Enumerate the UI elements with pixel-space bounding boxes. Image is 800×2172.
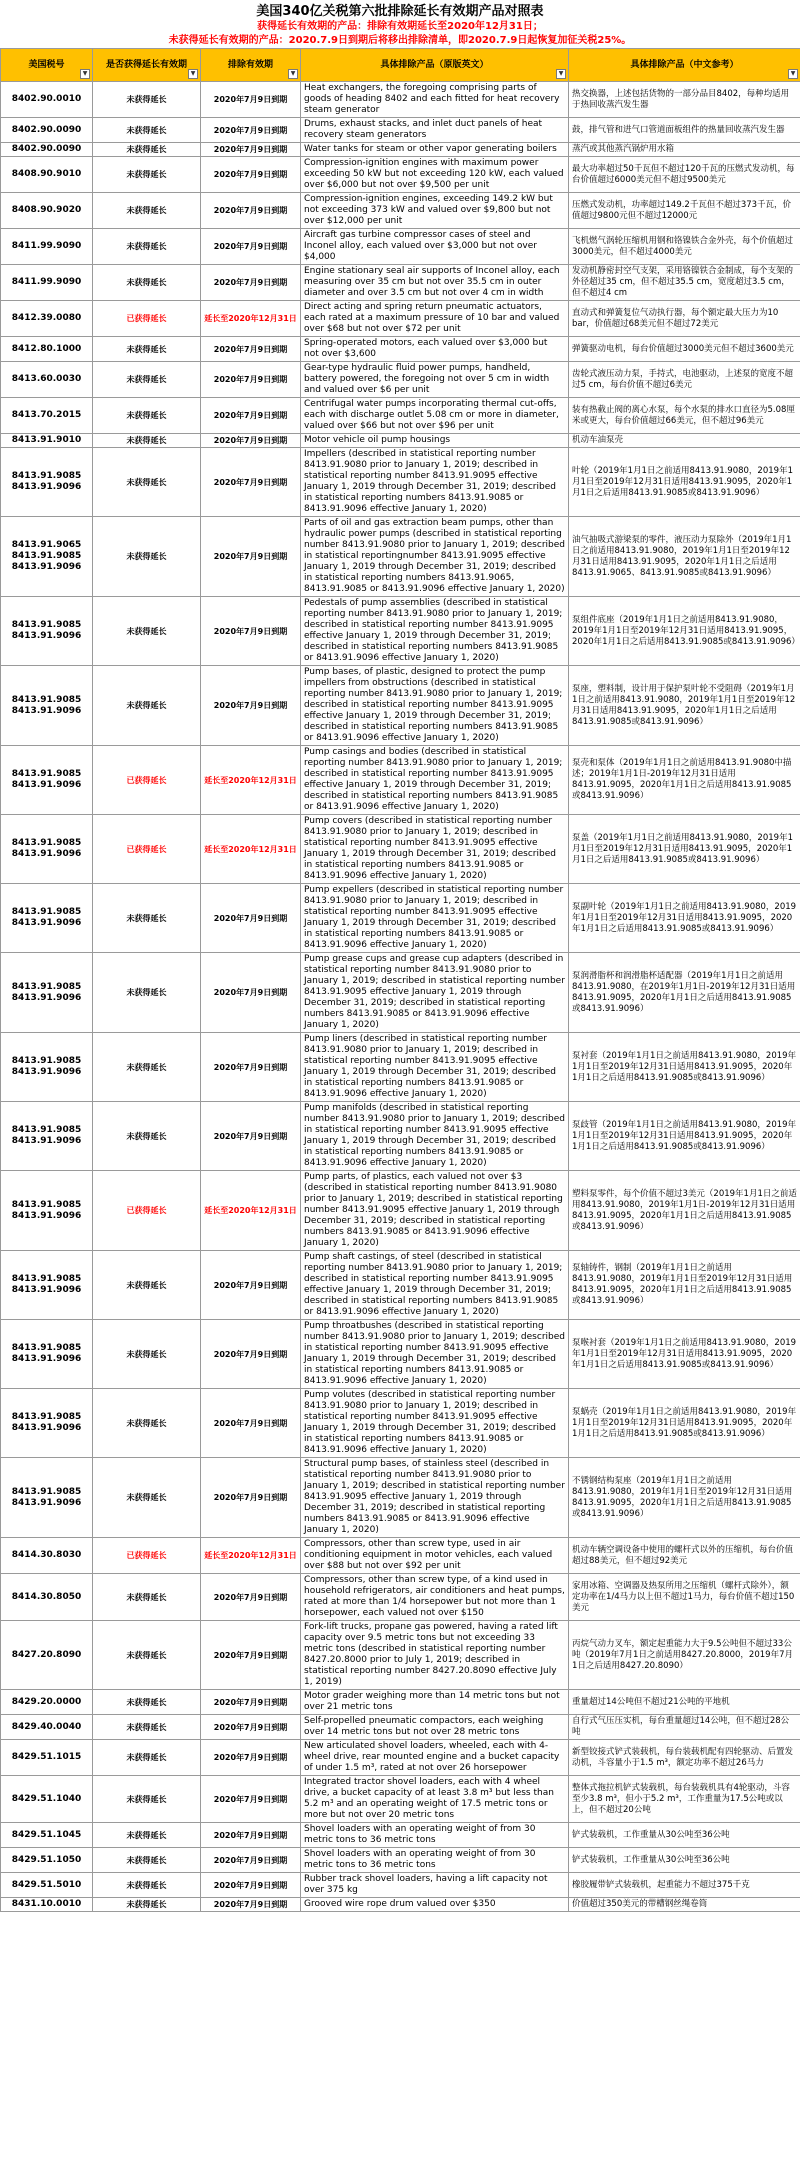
exclusion-table — [0, 48, 800, 1912]
english-description-cell: Impellers (described in statistical reporting number 8413.91.9080 prior to January 1, 2019; described in statistical reporting number 8413.91.9095 effective January 1, 2019 through December 31, 2019; described in statistical reporting numbers 8413.91.9085 or 8413.91.9096 effective January 1, 2020) — [301, 448, 569, 517]
table-row — [1, 301, 800, 337]
english-description-cell: Drums, exhaust stacks, and inlet duct panels of heat recovery steam generators — [301, 118, 569, 143]
english-description-cell: Spring-operated motors, each valued over $3,000 but not over $3,600 — [301, 337, 569, 362]
column-header-chinese[interactable] — [569, 49, 800, 82]
english-description-cell: Centrifugal water pumps incorporating thermal cut-offs, each with discharge outlet 5.08 cm or more in diameter, valued over $66 but not over $96 per unit — [301, 398, 569, 434]
filter-dropdown-icon[interactable]: ▼ — [80, 69, 90, 79]
english-description-cell: Shovel loaders with an operating weight of from 30 metric tons to 36 metric tons — [301, 1848, 569, 1873]
chinese-description-cell: 塑料泵零件，每个价值不超过3美元（2019年1月1日之前适用8413.91.9080，2019年1月1日-2019年12月31日适用8413.91.9095，2020年1月1日之后适用8413.91.9085或8413.91.9096） — [569, 1171, 800, 1251]
chinese-description-cell: 飞机燃气涡轮压缩机用钢和铬镍铁合金外壳，每个价值超过3000美元，但不超过4000美元 — [569, 229, 800, 265]
chinese-description-cell: 最大功率超过50千瓦但不超过120千瓦的压燃式发动机，每台价值超过6000美元但不超过9500美元 — [569, 157, 800, 193]
chinese-description-cell: 泵壳和泵体（2019年1月1日之前适用8413.91.9080中描述；2019年1月1日-2019年12月31日适用8413.91.9095，2020年1月1日之后适用8413.91.9085或8413.91.9096） — [569, 746, 800, 815]
expiry-cell: 延长至2020年12月31日 — [201, 746, 301, 815]
table-row — [1, 815, 800, 884]
not-extended-note: 未获得延长有效期的产品：2020.7.9日到期后将移出排除清单，即2020.7.9日起恢复加征关税25%。 — [168, 35, 632, 46]
column-header-label: 具体排除产品（中文参考） — [630, 59, 739, 70]
english-description-cell: Pump grease cups and grease cup adapters (described in statistical reporting number 8413.91.9080 prior to January 1, 2019; described in statistical reporting number 8413.91.9095 effective January 1, 2019 through December 31, 2019; described in statistical reporting numbers 8413.91.9085 or 8413.91.9096 effective January 1, 2020) — [301, 953, 569, 1033]
expiry-cell: 2020年7月9日到期 — [201, 1873, 301, 1898]
code-cell: 8413.91.9010 — [1, 434, 93, 448]
expiry-cell: 2020年7月9日到期 — [201, 1715, 301, 1740]
code-cell: 8431.10.0010 — [1, 1898, 93, 1912]
code-cell: 8429.40.0040 — [1, 1715, 93, 1740]
expiry-cell: 2020年7月9日到期 — [201, 1690, 301, 1715]
status-cell: 未获得延长 — [93, 1848, 201, 1873]
status-cell: 未获得延长 — [93, 1251, 201, 1320]
table-row — [1, 143, 800, 157]
code-cell: 8413.91.9085 8413.91.9096 — [1, 1458, 93, 1538]
english-description-cell: Pedestals of pump assemblies (described in statistical reporting number 8413.91.9080 prior to January 1, 2019; described in statistical reporting number 8413.91.9095 effective January 1, 2019 through December 31, 2019; described in statistical reporting numbers 8413.91.9085 or 8413.91.9096 effective January 1, 2020) — [301, 597, 569, 666]
status-cell: 未获得延长 — [93, 337, 201, 362]
english-description-cell: Shovel loaders with an operating weight of from 30 metric tons to 36 metric tons — [301, 1823, 569, 1848]
status-cell: 未获得延长 — [93, 1776, 201, 1823]
expiry-cell: 2020年7月9日到期 — [201, 157, 301, 193]
chinese-description-cell: 家用冰箱、空调器及热泵所用之压缩机（螺杆式除外），额定功率在1/4马力以上但不超过1马力，每台价值不超过150美元 — [569, 1574, 800, 1621]
status-cell: 未获得延长 — [93, 448, 201, 517]
code-cell: 8413.91.9085 8413.91.9096 — [1, 953, 93, 1033]
table-row — [1, 517, 800, 597]
column-header-status[interactable] — [93, 49, 201, 82]
status-cell: 未获得延长 — [93, 193, 201, 229]
status-cell: 已获得延长 — [93, 1538, 201, 1574]
status-cell: 已获得延长 — [93, 746, 201, 815]
chinese-description-cell: 铲式装载机，工作重量从30公吨至36公吨 — [569, 1848, 800, 1873]
table-row — [1, 1740, 800, 1776]
expiry-cell: 2020年7月9日到期 — [201, 1251, 301, 1320]
expiry-cell: 2020年7月9日到期 — [201, 1033, 301, 1102]
english-description-cell: Pump liners (described in statistical reporting number 8413.91.9080 prior to January 1, 2019; described in statistical reporting number 8413.91.9095 effective January 1, 2019 through December 31, 2019; described in statistical reporting numbers 8413.91.9085 or 8413.91.9096 effective January 1, 2020) — [301, 1033, 569, 1102]
chinese-description-cell: 弹簧驱动电机，每台价值超过3000美元但不超过3600美元 — [569, 337, 800, 362]
code-cell: 8427.20.8090 — [1, 1621, 93, 1690]
english-description-cell: Motor vehicle oil pump housings — [301, 434, 569, 448]
table-row — [1, 265, 800, 301]
table-row — [1, 1171, 800, 1251]
status-cell: 未获得延长 — [93, 398, 201, 434]
english-description-cell: Compressors, other than screw type, used in air conditioning equipment in motor vehicles, each valued over $88 but not over $92 per unit — [301, 1538, 569, 1574]
english-description-cell: Fork-lift trucks, propane gas powered, having a rated lift capacity over 9.5 metric tons but not exceeding 33 metric tons (described in statistical reporting number 8427.20.8000 prior to July 1, 2019; described in statistical reporting number 8427.20.8090 effective July 1, 2019) — [301, 1621, 569, 1690]
expiry-cell: 2020年7月9日到期 — [201, 398, 301, 434]
english-description-cell: Pump bases, of plastic, designed to protect the pump impellers from obstructions (described in statistical reporting number 8413.91.9080 prior to January 1, 2019; described in statistical reporting number 8413.91.9095 effective January 1, 2019 through December 31, 2019; described in statistical reporting numbers 8413.91.9085 or 8413.91.9096 effective January 1, 2020) — [301, 666, 569, 746]
code-cell: 8411.99.9090 — [1, 229, 93, 265]
status-cell: 未获得延长 — [93, 1102, 201, 1171]
table-row — [1, 597, 800, 666]
table-row — [1, 953, 800, 1033]
expiry-cell: 2020年7月9日到期 — [201, 1389, 301, 1458]
chinese-description-cell: 价值超过350美元的带槽钢丝绳卷筒 — [569, 1898, 800, 1912]
english-description-cell: Pump throatbushes (described in statistical reporting number 8413.91.9080 prior to January 1, 2019; described in statistical reporting number 8413.91.9095 effective January 1, 2019 through December 31, 2019; described in statistical reporting numbers 8413.91.9085 or 8413.91.9096 effective January 1, 2020) — [301, 1320, 569, 1389]
chinese-description-cell: 发动机静密封空气支架，采用铬镍铁合金制成，每个支架的外径超过35 cm，但不超过35.5 cm，宽度超过3.5 cm，但不超过4 cm — [569, 265, 800, 301]
chinese-description-cell: 丙烷气动力叉车，额定起重能力大于9.5公吨但不超过33公吨（2019年7月1日之前适用8427.20.8000，2019年7月1日之后适用8427.20.8090） — [569, 1621, 800, 1690]
table-row — [1, 434, 800, 448]
chinese-description-cell: 重量超过14公吨但不超过21公吨的平地机 — [569, 1690, 800, 1715]
column-header-label: 是否获得延长有效期 — [105, 59, 187, 70]
table-row — [1, 1823, 800, 1848]
code-cell: 8413.91.9085 8413.91.9096 — [1, 1102, 93, 1171]
code-cell: 8429.51.5010 — [1, 1873, 93, 1898]
chinese-description-cell: 不锈钢结构泵座（2019年1月1日之前适用8413.91.9080，2019年1月1日至2019年12月31日适用8413.91.9095，2020年1月1日之后适用8413.91.9085或8413.91.9096） — [569, 1458, 800, 1538]
expiry-cell: 2020年7月9日到期 — [201, 597, 301, 666]
expiry-cell: 2020年7月9日到期 — [201, 337, 301, 362]
chinese-description-cell: 泵盖（2019年1月1日之前适用8413.91.9080，2019年1月1日至2019年12月31日适用8413.91.9095，2020年1月1日之后适用8413.91.9085或8413.91.9096） — [569, 815, 800, 884]
chinese-description-cell: 机动车油泵壳 — [569, 434, 800, 448]
english-description-cell: Rubber track shovel loaders, having a lift capacity not over 375 kg — [301, 1873, 569, 1898]
table-row — [1, 1033, 800, 1102]
expiry-cell: 2020年7月9日到期 — [201, 1823, 301, 1848]
chinese-description-cell: 新型铰接式铲式装载机，每台装载机配有四轮驱动、后置发动机，斗容量小于1.5 m³，额定功率不超过26马力 — [569, 1740, 800, 1776]
status-cell: 未获得延长 — [93, 1458, 201, 1538]
table-row — [1, 1574, 800, 1621]
chinese-description-cell: 鼓，排气管和进气口管道面板组件的热量回收蒸汽发生器 — [569, 118, 800, 143]
filter-dropdown-icon[interactable]: ▼ — [188, 69, 198, 79]
code-cell: 8413.91.9085 8413.91.9096 — [1, 1251, 93, 1320]
expiry-cell: 2020年7月9日到期 — [201, 362, 301, 398]
status-cell: 未获得延长 — [93, 118, 201, 143]
code-cell: 8429.51.1050 — [1, 1848, 93, 1873]
english-description-cell: Compression-ignition engines, exceeding 149.2 kW but not exceeding 373 kW and valued over $9,800 but not over $12,000 per unit — [301, 193, 569, 229]
table-row — [1, 1621, 800, 1690]
expiry-cell: 延长至2020年12月31日 — [201, 815, 301, 884]
code-cell: 8408.90.9010 — [1, 157, 93, 193]
expiry-cell: 2020年7月9日到期 — [201, 953, 301, 1033]
table-row — [1, 118, 800, 143]
expiry-cell: 2020年7月9日到期 — [201, 666, 301, 746]
status-cell: 未获得延长 — [93, 1690, 201, 1715]
chinese-description-cell: 热交换器，上述包括货物的一部分品目8402，每种均适用于热回收蒸汽发生器 — [569, 82, 800, 118]
code-cell: 8413.91.9085 8413.91.9096 — [1, 1320, 93, 1389]
status-cell: 未获得延长 — [93, 1740, 201, 1776]
code-cell: 8413.91.9085 8413.91.9096 — [1, 884, 93, 953]
expiry-cell: 2020年7月9日到期 — [201, 1102, 301, 1171]
status-cell: 未获得延长 — [93, 884, 201, 953]
english-description-cell: Pump manifolds (described in statistical reporting number 8413.91.9080 prior to January 1, 2019; described in statistical reporting number 8413.91.9095 effective January 1, 2019 through December 31, 2019; described in statistical reporting numbers 8413.91.9085 or 8413.91.9096 effective January 1, 2020) — [301, 1102, 569, 1171]
english-description-cell: Aircraft gas turbine compressor cases of steel and Inconel alloy, each valued over $3,000 but not over $4,000 — [301, 229, 569, 265]
table-row — [1, 157, 800, 193]
expiry-cell: 2020年7月9日到期 — [201, 434, 301, 448]
english-description-cell: Compression-ignition engines with maximum power exceeding 50 kW but not exceeding 120 kW, each valued over $6,000 but not over $9,500 per unit — [301, 157, 569, 193]
code-cell: 8402.90.0090 — [1, 118, 93, 143]
expiry-cell: 2020年7月9日到期 — [201, 1740, 301, 1776]
code-cell: 8429.20.0000 — [1, 1690, 93, 1715]
table-row — [1, 337, 800, 362]
table-row — [1, 1389, 800, 1458]
table-row — [1, 1538, 800, 1574]
expiry-cell: 2020年7月9日到期 — [201, 143, 301, 157]
status-cell: 未获得延长 — [93, 434, 201, 448]
expiry-cell: 2020年7月9日到期 — [201, 448, 301, 517]
filter-dropdown-icon[interactable]: ▼ — [788, 69, 798, 79]
code-cell: 8413.91.9085 8413.91.9096 — [1, 1171, 93, 1251]
expiry-cell: 2020年7月9日到期 — [201, 884, 301, 953]
chinese-description-cell: 机动车辆空调设备中使用的螺杆式以外的压缩机，每台价值超过88美元，但不超过92美元 — [569, 1538, 800, 1574]
table-row — [1, 1458, 800, 1538]
english-description-cell: Pump volutes (described in statistical reporting number 8413.91.9080 prior to January 1, 2019; described in statistical reporting number 8413.91.9095 effective January 1, 2019 through December 31, 2019; described in statistical reporting numbers 8413.91.9085 or 8413.91.9096 effective January 1, 2020) — [301, 1389, 569, 1458]
chinese-description-cell: 泵副叶轮（2019年1月1日之前适用8413.91.9080，2019年1月1日至2019年12月31日适用8413.91.9095，2020年1月1日之后适用8413.91.9085或8413.91.9096） — [569, 884, 800, 953]
status-cell: 未获得延长 — [93, 1823, 201, 1848]
chinese-description-cell: 整体式拖拉机铲式装载机，每台装载机具有4轮驱动，斗容至少3.8 m³，但小于5.2 m³，工作重量为17.5公吨或以上，但不超过20公吨 — [569, 1776, 800, 1823]
chinese-description-cell: 泵润滑脂杯和润滑脂杯适配器（2019年1月1日之前适用8413.91.9080，在2019年1月1日-2019年12月31日适用8413.91.9095，2020年1月1日之后适用8413.91.9085或8413.91.9096） — [569, 953, 800, 1033]
status-cell: 未获得延长 — [93, 597, 201, 666]
code-cell: 8412.80.1000 — [1, 337, 93, 362]
chinese-description-cell: 泵组件底座（2019年1月1日之前适用8413.91.9080，2019年1月1日至2019年12月31日适用8413.91.9095，2020年1月1日之后适用8413.91.9085或8413.91.9096） — [569, 597, 800, 666]
chinese-description-cell: 油气抽吸式游梁泵的零件，液压动力泵除外（2019年1月1日之前适用8413.91.9080，2019年1月1日至2019年12月31日适用8413.91.9095，2020年1月1日之后适用8413.91.9065、8413.91.9085或8413.91.9096） — [569, 517, 800, 597]
expiry-cell: 延长至2020年12月31日 — [201, 301, 301, 337]
english-description-cell: Compressors, other than screw type, of a kind used in household refrigerators, air conditioners and heat pumps, rated at more than 1/4 horsepower but not more than 1 horsepower, each valued not over $150 — [301, 1574, 569, 1621]
table-row — [1, 193, 800, 229]
expiry-cell: 2020年7月9日到期 — [201, 517, 301, 597]
status-cell: 未获得延长 — [93, 1873, 201, 1898]
chinese-description-cell: 自行式气压压实机，每台重量超过14公吨，但不超过28公吨 — [569, 1715, 800, 1740]
code-cell: 8412.39.0080 — [1, 301, 93, 337]
status-cell: 未获得延长 — [93, 1574, 201, 1621]
expiry-cell: 2020年7月9日到期 — [201, 82, 301, 118]
expiry-cell: 2020年7月9日到期 — [201, 229, 301, 265]
chinese-description-cell: 压燃式发动机，功率超过149.2千瓦但不超过373千瓦，价值超过9800元但不超过12000元 — [569, 193, 800, 229]
chinese-description-cell: 蒸汽或其他蒸汽锅炉用水箱 — [569, 143, 800, 157]
status-cell: 已获得延长 — [93, 1171, 201, 1251]
chinese-description-cell: 齿轮式液压动力泵，手持式，电池驱动，上述泵的宽度不超过5 cm，每台价值不超过6美元 — [569, 362, 800, 398]
code-cell: 8402.90.0010 — [1, 82, 93, 118]
table-body — [1, 82, 800, 1912]
english-description-cell: Parts of oil and gas extraction beam pumps, other than hydraulic power pumps (described in statistical reporting number 8413.91.9080 prior to January 1, 2019; described in statistical reportingnumber 8413.91.9095 effective January 1, 2019 through December 31, 2019; described in statistical reporting numbers 8413.91.9065, 8413.91.9085 or 8413.91.9096 effective January 1, 2020) — [301, 517, 569, 597]
table-row — [1, 229, 800, 265]
table-row — [1, 1715, 800, 1740]
status-cell: 未获得延长 — [93, 517, 201, 597]
english-description-cell: New articulated shovel loaders, wheeled, each with 4-wheel drive, rear mounted engine and a bucket capacity of under 1.5 m³, rated at not over 26 horsepower — [301, 1740, 569, 1776]
table-row — [1, 1102, 800, 1171]
chinese-description-cell: 泵衬套（2019年1月1日之前适用8413.91.9080，2019年1月1日至2019年12月31日适用8413.91.9095，2020年1月1日之后适用8413.91.9085或8413.91.9096） — [569, 1033, 800, 1102]
code-cell: 8413.91.9085 8413.91.9096 — [1, 666, 93, 746]
expiry-cell: 2020年7月9日到期 — [201, 1320, 301, 1389]
page-title: 美国340亿关税第六批排除延长有效期产品对照表 — [256, 4, 544, 19]
expiry-cell: 延长至2020年12月31日 — [201, 1538, 301, 1574]
code-cell: 8413.91.9085 8413.91.9096 — [1, 1033, 93, 1102]
english-description-cell: Pump parts, of plastics, each valued not over $3 (described in statistical reporting number 8413.91.9080 prior to January 1, 2019; described in statistical reporting number 8413.91.9095 effective January 1, 2019 through December 31, 2019; described in statistical reporting numbers 8413.91.9085 or 8413.91.9096 effective January 1, 2020) — [301, 1171, 569, 1251]
table-row — [1, 398, 800, 434]
chinese-description-cell: 泵蜗壳（2019年1月1日之前适用8413.91.9080，2019年1月1日至2019年12月31日适用8413.91.9095，2020年1月1日之后适用8413.91.9085或8413.91.9096） — [569, 1389, 800, 1458]
expiry-cell: 2020年7月9日到期 — [201, 118, 301, 143]
table-row — [1, 1776, 800, 1823]
status-cell: 未获得延长 — [93, 1320, 201, 1389]
chinese-description-cell: 装有热截止阀的离心水泵，每个水泵的排水口直径为5.08厘米或更大，每台价值超过66美元，但不超过96美元 — [569, 398, 800, 434]
document-header — [0, 0, 800, 48]
status-cell: 未获得延长 — [93, 1715, 201, 1740]
english-description-cell: Pump expellers (described in statistical reporting number 8413.91.9080 prior to January 1, 2019; described in statistical reporting number 8413.91.9095 effective January 1, 2019 through December 31, 2019; described in statistical reporting numbers 8413.91.9085 or 8413.91.9096 effective January 1, 2020) — [301, 884, 569, 953]
status-cell: 未获得延长 — [93, 265, 201, 301]
code-cell: 8413.91.9085 8413.91.9096 — [1, 746, 93, 815]
english-description-cell: Heat exchangers, the foregoing comprising parts of goods of heading 8402 and each fitted for heat recovery steam generator — [301, 82, 569, 118]
code-cell: 8429.51.1045 — [1, 1823, 93, 1848]
english-description-cell: Direct acting and spring return pneumatic actuators, each rated at a maximum pressure of 10 bar and valued over $68 but not over $72 per unit — [301, 301, 569, 337]
chinese-description-cell: 泵歧管（2019年1月1日之前适用8413.91.9080，2019年1月1日至2019年12月31日适用8413.91.9095，2020年1月1日之后适用8413.91.9085或8413.91.9096） — [569, 1102, 800, 1171]
english-description-cell: Engine stationary seal air supports of Inconel alloy, each measuring over 35 cm but not over 35.5 cm in outer diameter and over 3.5 cm but not over 4 cm in width — [301, 265, 569, 301]
english-description-cell: Motor grader weighing more than 14 metric tons but not over 21 metric tons — [301, 1690, 569, 1715]
code-cell: 8413.70.2015 — [1, 398, 93, 434]
filter-dropdown-icon[interactable]: ▼ — [556, 69, 566, 79]
code-cell: 8414.30.8050 — [1, 1574, 93, 1621]
code-cell: 8429.51.1040 — [1, 1776, 93, 1823]
chinese-description-cell: 铲式装载机，工作重量从30公吨至36公吨 — [569, 1823, 800, 1848]
chinese-description-cell: 叶轮（2019年1月1日之前适用8413.91.9080，2019年1月1日至2019年12月31日适用8413.91.9095，2020年1月1日之后适用8413.91.9085或8413.91.9096） — [569, 448, 800, 517]
table-row — [1, 1848, 800, 1873]
table-row — [1, 1251, 800, 1320]
column-header-code[interactable] — [1, 49, 93, 82]
code-cell: 8429.51.1015 — [1, 1740, 93, 1776]
status-cell: 未获得延长 — [93, 362, 201, 398]
status-cell: 未获得延长 — [93, 82, 201, 118]
expiry-cell: 2020年7月9日到期 — [201, 1574, 301, 1621]
filter-dropdown-icon[interactable]: ▼ — [288, 69, 298, 79]
english-description-cell: Pump casings and bodies (described in statistical reporting number 8413.91.9080 prior to January 1, 2019; described in statistical reporting number 8413.91.9095 effective January 1, 2019 through December 31, 2019; described in statistical reporting numbers 8413.91.9085 or 8413.91.9096 effective January 1, 2020) — [301, 746, 569, 815]
expiry-cell: 2020年7月9日到期 — [201, 1898, 301, 1912]
expiry-cell: 2020年7月9日到期 — [201, 1621, 301, 1690]
code-cell: 8408.90.9020 — [1, 193, 93, 229]
code-cell: 8413.91.9085 8413.91.9096 — [1, 448, 93, 517]
table-row — [1, 746, 800, 815]
status-cell: 未获得延长 — [93, 1033, 201, 1102]
table-header-row — [1, 49, 800, 82]
expiry-cell: 延长至2020年12月31日 — [201, 1171, 301, 1251]
column-header-label: 美国税号 — [28, 59, 65, 70]
chinese-description-cell: 泵轴铸件，钢制（2019年1月1日之前适用8413.91.9080，2019年1月1日至2019年12月31日适用8413.91.9095，2020年1月1日之后适用8413.91.9085或8413.91.9096） — [569, 1251, 800, 1320]
status-cell: 已获得延长 — [93, 815, 201, 884]
status-cell: 未获得延长 — [93, 1898, 201, 1912]
english-description-cell: Water tanks for steam or other vapor generating boilers — [301, 143, 569, 157]
table-row — [1, 362, 800, 398]
code-cell: 8414.30.8030 — [1, 1538, 93, 1574]
status-cell: 未获得延长 — [93, 953, 201, 1033]
code-cell: 8413.60.0030 — [1, 362, 93, 398]
status-cell: 未获得延长 — [93, 157, 201, 193]
chinese-description-cell: 泵座，塑料制，设计用于保护泵叶轮不受阻碍（2019年1月1日之前适用8413.91.9080，2019年1月1日至2019年12月31日适用8413.91.9095，2020年1月1日之后适用8413.91.9085或8413.91.9096） — [569, 666, 800, 746]
status-cell: 未获得延长 — [93, 1389, 201, 1458]
column-header-label: 具体排除产品（原版英文） — [380, 59, 489, 70]
code-cell: 8413.91.9085 8413.91.9096 — [1, 1389, 93, 1458]
table-row — [1, 1898, 800, 1912]
table-row — [1, 82, 800, 118]
english-description-cell: Gear-type hydraulic fluid power pumps, handheld, battery powered, the foregoing not over 5 cm in width and valued over $6 per unit — [301, 362, 569, 398]
extended-note: 获得延长有效期的产品：排除有效期延长至2020年12月31日； — [257, 21, 543, 32]
status-cell: 已获得延长 — [93, 301, 201, 337]
english-description-cell: Pump shaft castings, of steel (described in statistical reporting number 8413.91.9080 prior to January 1, 2019; described in statistical reporting number 8413.91.9095 effective January 1, 2019 through December 31, 2019; described in statistical reporting numbers 8413.91.9085 or 8413.91.9096 effective January 1, 2020) — [301, 1251, 569, 1320]
column-header-english[interactable] — [301, 49, 569, 82]
table-row — [1, 884, 800, 953]
english-description-cell: Structural pump bases, of stainless steel (described in statistical reporting number 8413.91.9080 prior to January 1, 2019; described in statistical reporting number 8413.91.9095 effective January 1, 2019 through December 31, 2019; described in statistical reporting numbers 8413.91.9085 or 8413.91.9096 effective January 1, 2020) — [301, 1458, 569, 1538]
english-description-cell: Grooved wire rope drum valued over $350 — [301, 1898, 569, 1912]
expiry-cell: 2020年7月9日到期 — [201, 1776, 301, 1823]
expiry-cell: 2020年7月9日到期 — [201, 1458, 301, 1538]
column-header-label: 排除有效期 — [227, 59, 273, 70]
code-cell: 8413.91.9085 8413.91.9096 — [1, 815, 93, 884]
code-cell: 8402.90.0090 — [1, 143, 93, 157]
status-cell: 未获得延长 — [93, 229, 201, 265]
english-description-cell: Integrated tractor shovel loaders, each with 4 wheel drive, a bucket capacity of at least 3.8 m³ but less than 5.2 m³ and an operating weight of 17.5 metric tons or more but not over 20 metric tons — [301, 1776, 569, 1823]
expiry-cell: 2020年7月9日到期 — [201, 193, 301, 229]
table-row — [1, 1320, 800, 1389]
chinese-description-cell: 直动式和弹簧复位气动执行器，每个额定最大压力为10 bar，价值超过68美元但不超过72美元 — [569, 301, 800, 337]
code-cell: 8413.91.9085 8413.91.9096 — [1, 597, 93, 666]
table-row — [1, 1873, 800, 1898]
english-description-cell: Pump covers (described in statistical reporting number 8413.91.9080 prior to January 1, 2019; described in statistical reporting number 8413.91.9095 effective January 1, 2019 through December 31, 2019; described in statistical reporting numbers 8413.91.9085 or 8413.91.9096 effective January 1, 2020) — [301, 815, 569, 884]
table-row — [1, 448, 800, 517]
status-cell: 未获得延长 — [93, 1621, 201, 1690]
chinese-description-cell: 橡胶履带铲式装载机，起重能力不超过375千克 — [569, 1873, 800, 1898]
status-cell: 未获得延长 — [93, 666, 201, 746]
expiry-cell: 2020年7月9日到期 — [201, 1848, 301, 1873]
status-cell: 未获得延长 — [93, 143, 201, 157]
table-row — [1, 666, 800, 746]
code-cell: 8413.91.9065 8413.91.9085 8413.91.9096 — [1, 517, 93, 597]
chinese-description-cell: 泵喉衬套（2019年1月1日之前适用8413.91.9080，2019年1月1日至2019年12月31日适用8413.91.9095，2020年1月1日之后适用8413.91.9085或8413.91.9096） — [569, 1320, 800, 1389]
expiry-cell: 2020年7月9日到期 — [201, 265, 301, 301]
table-row — [1, 1690, 800, 1715]
code-cell: 8411.99.9090 — [1, 265, 93, 301]
column-header-date[interactable] — [201, 49, 301, 82]
english-description-cell: Self-propelled pneumatic compactors, each weighing over 14 metric tons but not over 28 metric tons — [301, 1715, 569, 1740]
